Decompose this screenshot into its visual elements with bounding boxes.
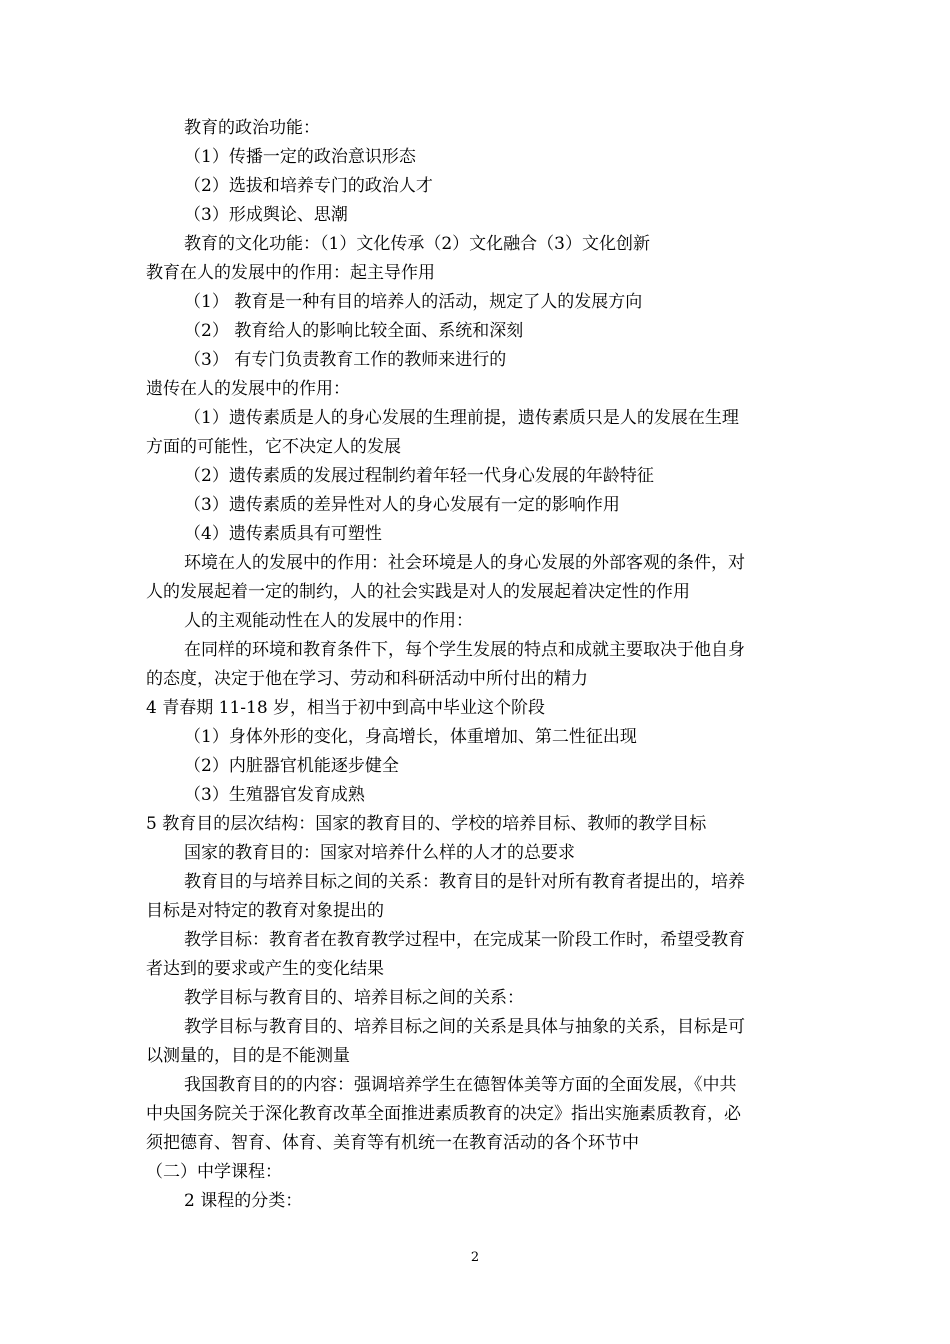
text-line: 教学目标与教育目的、培养目标之间的关系： bbox=[184, 988, 524, 1008]
text-line: 人的主观能动性在人的发展中的作用： bbox=[184, 611, 473, 631]
text-line: （3）生殖器官发育成熟 bbox=[184, 785, 365, 805]
text-line: （2）内脏器官机能逐步健全 bbox=[184, 756, 399, 776]
text-line: 中央国务院关于深化教育改革全面推进素质教育的决定》指出实施素质教育，必 bbox=[146, 1104, 741, 1124]
text-line: （2） 教育给人的影响比较全面、系统和深刻 bbox=[184, 321, 524, 341]
text-line: 4 青春期 11-18 岁，相当于初中到高中毕业这个阶段 bbox=[146, 698, 546, 718]
text-line: （3）形成舆论、思潮 bbox=[184, 205, 348, 225]
text-line: 教育目的与培养目标之间的关系：教育目的是针对所有教育者提出的，培养 bbox=[184, 872, 745, 892]
document-body bbox=[146, 114, 816, 1216]
text-line: 我国教育目的的内容：强调培养学生在德智体美等方面的全面发展，《中共 bbox=[184, 1075, 737, 1095]
text-line: 教育的文化功能：（1）文化传承（2）文化融合（3）文化创新 bbox=[184, 234, 650, 254]
text-line: （1）传播一定的政治意识形态 bbox=[184, 147, 416, 167]
text-line: 教育在人的发展中的作用：起主导作用 bbox=[146, 263, 435, 283]
text-line: 2 课程的分类： bbox=[184, 1191, 303, 1211]
text-line: （4）遗传素质具有可塑性 bbox=[184, 524, 382, 544]
text-line: 教学目标与教育目的、培养目标之间的关系是具体与抽象的关系，目标是可 bbox=[184, 1017, 745, 1037]
text-line: 5 教育目的层次结构：国家的教育目的、学校的培养目标、教师的教学目标 bbox=[146, 814, 707, 834]
text-line: （二）中学课程： bbox=[146, 1162, 282, 1182]
text-line: 方面的可能性，它不决定人的发展 bbox=[146, 437, 401, 457]
text-line: 遗传在人的发展中的作用： bbox=[146, 379, 350, 399]
text-line: 教育的政治功能： bbox=[184, 118, 320, 138]
text-line: （1）遗传素质是人的身心发展的生理前提，遗传素质只是人的发展在生理 bbox=[184, 408, 739, 428]
text-line: 者达到的要求或产生的变化结果 bbox=[146, 959, 384, 979]
text-line: （3） 有专门负责教育工作的教师来进行的 bbox=[184, 350, 507, 370]
text-line: 以测量的，目的是不能测量 bbox=[146, 1046, 350, 1066]
text-line: 教学目标：教育者在教育教学过程中，在完成某一阶段工作时，希望受教育 bbox=[184, 930, 745, 950]
text-line: 须把德育、智育、体育、美育等有机统一在教育活动的各个环节中 bbox=[146, 1133, 639, 1153]
text-line: 人的发展起着一定的制约，人的社会实践是对人的发展起着决定性的作用 bbox=[146, 582, 690, 602]
text-line: 国家的教育目的：国家对培养什么样的人才的总要求 bbox=[184, 843, 575, 863]
text-line: （1） 教育是一种有目的培养人的活动，规定了人的发展方向 bbox=[184, 292, 643, 312]
text-line: 的态度，决定于他在学习、劳动和科研活动中所付出的精力 bbox=[146, 669, 588, 689]
text-line: 环境在人的发展中的作用：社会环境是人的身心发展的外部客观的条件，对 bbox=[184, 553, 745, 573]
text-line: （3）遗传素质的差异性对人的身心发展有一定的影响作用 bbox=[184, 495, 620, 515]
page-number: 2 bbox=[470, 1250, 480, 1265]
text-line: 在同样的环境和教育条件下，每个学生发展的特点和成就主要取决于他自身 bbox=[184, 640, 745, 660]
text-line: （2）遗传素质的发展过程制约着年轻一代身心发展的年龄特征 bbox=[184, 466, 654, 486]
text-line: 目标是对特定的教育对象提出的 bbox=[146, 901, 384, 921]
text-line: （2）选拔和培养专门的政治人才 bbox=[184, 176, 433, 196]
text-line: （1）身体外形的变化，身高增长，体重增加、第二性征出现 bbox=[184, 727, 637, 747]
